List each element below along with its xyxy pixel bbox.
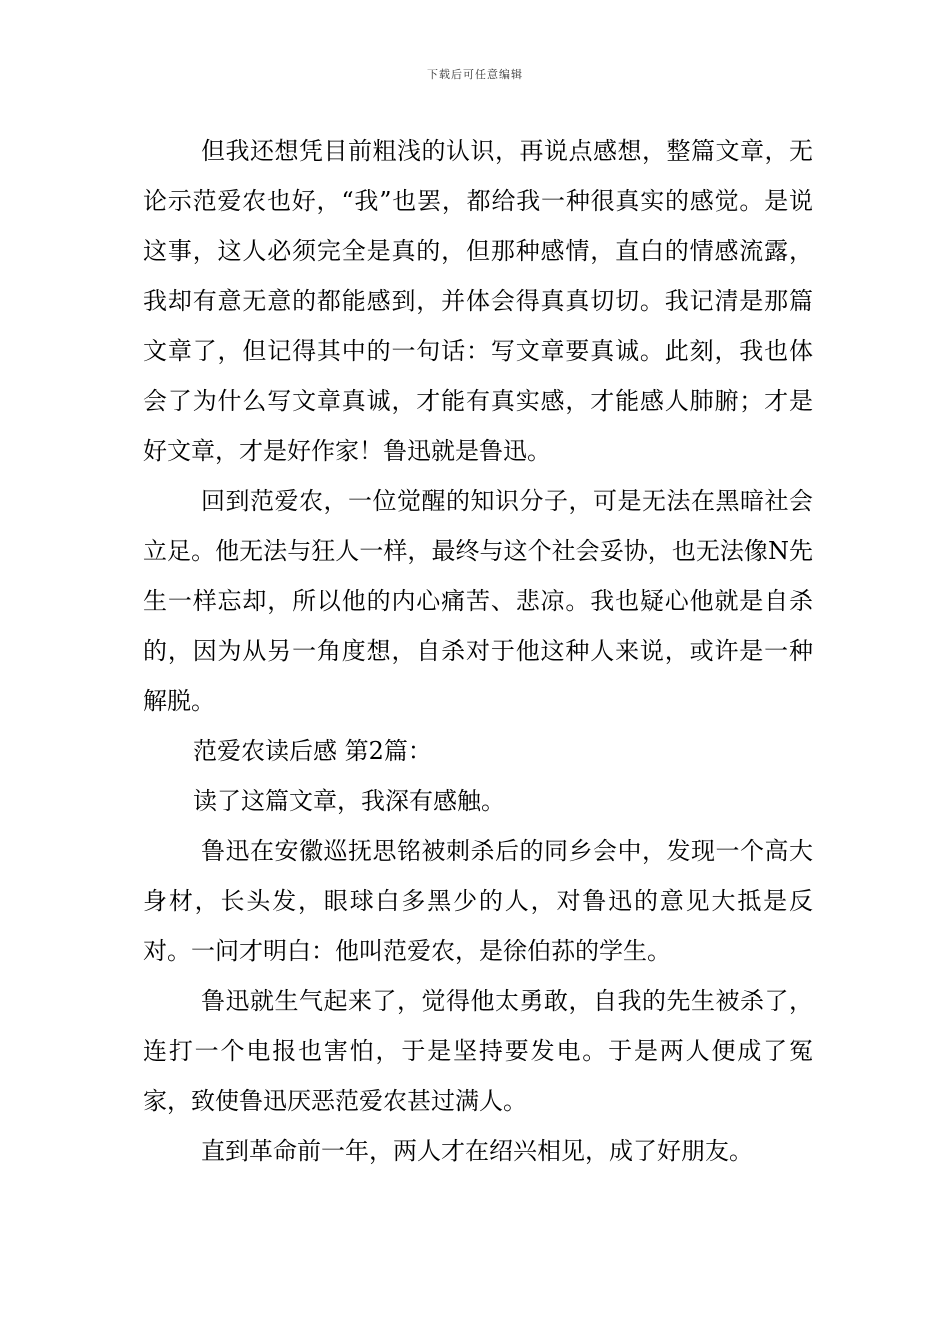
section-heading: 范爱农读后感 第2篇： [193,737,432,765]
page-header: 下载后可任意编辑 [427,68,523,81]
paragraph-5: 鲁迅就生气起来了，觉得他太勇敢，自我的先生被杀了，连打一个电报也害怕，于是坚持要发电。于是两人便成了冤家，致使鲁迅厌恶范爱农甚过满人。 [143,987,813,1115]
paragraph-3: 读了这篇文章，我深有感触。 [193,787,505,815]
document-body [143,126,813,1176]
paragraph-6: 直到革命前一年，两人才在绍兴相见，成了好朋友。 [201,1137,753,1165]
paragraph-2: 回到范爱农，一位觉醒的知识分子，可是无法在黑暗社会立足。他无法与狂人一样，最终与这个社会妥协，也无法像N先生一样忘却，所以他的内心痛苦、悲凉。我也疑心他就是自杀的，因为从另一角度想，自杀对于他这种人来说，或许是一种解脱。 [143,487,813,715]
paragraph-1: 但我还想凭目前粗浅的认识，再说点感想，整篇文章，无论示范爱农也好，“我”也罢，都给我一种很真实的感觉。是说这事，这人必须完全是真的，但那种感情，直白的情感流露，我却有意无意的都能感到，并体会得真真切切。我记清是那篇文章了，但记得其中的一句话：写文章要真诚。此刻，我也体会了为什么写文章真诚，才能有真实感，才能感人肺腑；才是好文章，才是好作家！鲁迅就是鲁迅。 [143,137,813,465]
paragraph-4: 鲁迅在安徽巡抚思铭被刺杀后的同乡会中，发现一个高大身材，长头发，眼球白多黑少的人，对鲁迅的意见大抵是反对。一问才明白：他叫范爱农，是徐伯荪的学生。 [143,837,813,965]
